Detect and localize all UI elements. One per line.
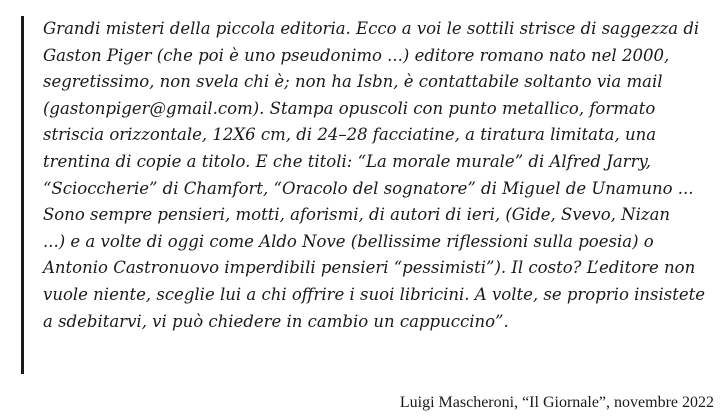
attribution: Luigi Mascheroni, “Il Giornale”, novembre 2022: [399, 394, 714, 411]
quote-line: segretissimo, non svela chi è; non ha Isbn, è contattabile soltanto via mail: [43, 72, 663, 92]
quote-line: (gastonpiger@gmail.com). Stampa opuscoli con punto metallico, formato: [43, 98, 656, 118]
quote-line: Antonio Castronuovo imperdibili pensieri “pessimisti”). Il costo? L’editore non: [43, 258, 696, 278]
quote-line: ...) e a volte di oggi come Aldo Nove (bellissime riflessioni sulla poesia) o: [43, 231, 654, 251]
quote-line: “Scioccherie” di Chamfort, “Oracolo del sognatore” di Miguel de Unamuno ...: [43, 178, 694, 198]
blockquote-bar: [21, 16, 24, 374]
quote-line: Gaston Piger (che poi è uno pseudonimo ...) editore romano nato nel 2000,: [43, 45, 670, 65]
quote-line: trentina di copie a titolo. E che titoli: “La morale murale” di Alfred Jarry,: [43, 151, 651, 171]
quote-line: vuole niente, sceglie lui a chi offrire i suoi libricini. A volte, se proprio insistete: [43, 284, 706, 304]
quote-line: Sono sempre pensieri, motti, aforismi, di autori di ieri, (Gide, Svevo, Nizan: [43, 205, 671, 225]
blockquote-text: [43, 16, 715, 335]
quote-line: a sdebitarvi, vi può chiedere in cambio un cappuccino”.: [43, 311, 509, 331]
quote-line: striscia orizzontale, 12X6 cm, di 24–28 facciatine, a tiratura limitata, una: [43, 125, 657, 145]
quote-line: Grandi misteri della piccola editoria. Ecco a voi le sottili strisce di saggezza di: [43, 19, 700, 38]
